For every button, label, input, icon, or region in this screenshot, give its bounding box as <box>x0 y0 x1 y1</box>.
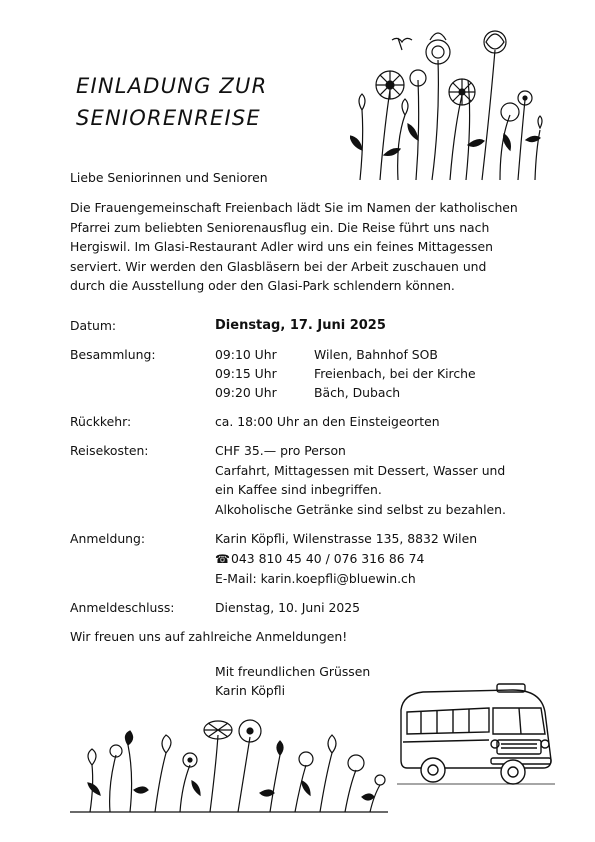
reisekosten-line: Carfahrt, Mittagessen mit Dessert, Wasser und <box>215 462 506 478</box>
besammlung-label: Besammlung: <box>70 347 156 362</box>
anmeldung-details <box>215 529 477 589</box>
signature-name: Karin Köpfli <box>215 683 286 698</box>
reisekosten-details <box>215 441 506 519</box>
intro-line: Pfarrei zum beliebten Seniorenausflug ein. Die Reise führt uns nach <box>70 219 490 235</box>
anmeldeschluss-label: Anmeldeschluss: <box>70 600 175 615</box>
besammlung-place-2: Freienbach, bei der Kirche <box>314 366 476 381</box>
reisekosten-line: ein Kaffee sind inbegriffen. <box>215 482 382 498</box>
greeting: Liebe Seniorinnen und Senioren <box>70 170 268 185</box>
reisekosten-label: Reisekosten: <box>70 443 149 458</box>
wildflowers-bottom-illustration <box>70 715 390 815</box>
besammlung-time-3: 09:20 Uhr <box>215 385 277 400</box>
rueckkehr-label: Rückkehr: <box>70 414 132 429</box>
title-line-2: SENIORENREISE <box>76 106 261 130</box>
intro-line: serviert. Wir werden den Glasbläsern bei der Arbeit zuschauen und <box>70 258 487 274</box>
intro-line: durch die Ausstellung oder den Glasi-Park schlendern können. <box>70 278 455 294</box>
anmeldung-label: Anmeldung: <box>70 531 146 546</box>
reisekosten-line: CHF 35.— pro Person <box>215 443 346 458</box>
anmeldung-email[interactable]: E-Mail: karin.koepfli@bluewin.ch <box>215 571 416 587</box>
besammlung-place-3: Bäch, Dubach <box>314 385 401 400</box>
wildflowers-top-illustration <box>350 20 545 185</box>
phone-icon: ☎ <box>215 551 230 566</box>
anmeldeschluss-value: Dienstag, 10. Juni 2025 <box>215 600 361 615</box>
besammlung-time-1: 09:10 Uhr <box>215 347 277 362</box>
besammlung-place-1: Wilen, Bahnhof SOB <box>314 347 438 362</box>
closing-text: Wir freuen uns auf zahlreiche Anmeldungen! <box>70 629 348 644</box>
anmeldung-phone[interactable]: 043 810 45 40 / 076 316 86 74 <box>231 550 425 566</box>
intro-line: Die Frauengemeinschaft Freienbach lädt Sie im Namen der katholischen <box>70 200 518 215</box>
rueckkehr-value: ca. 18:00 Uhr an den Einsteigeorten <box>215 414 440 429</box>
besammlung-time-2: 09:15 Uhr <box>215 366 277 381</box>
anmeldung-phone-row <box>215 549 477 570</box>
datum-value: Dienstag, 17. Juni 2025 <box>215 318 386 333</box>
bus-illustration <box>393 682 558 792</box>
intro-line: Hergiswil. Im Glasi-Restaurant Adler wird uns ein feines Mittagessen <box>70 239 493 255</box>
signature-greeting: Mit freundlichen Grüssen <box>215 664 371 679</box>
anmeldung-address: Karin Köpfli, Wilenstrasse 135, 8832 Wilen <box>215 531 478 546</box>
title-line-1: EINLADUNG ZUR <box>76 74 268 98</box>
reisekosten-line: Alkoholische Getränke sind selbst zu bezahlen. <box>215 501 506 517</box>
datum-label: Datum: <box>70 318 117 333</box>
intro-paragraph <box>70 198 540 296</box>
